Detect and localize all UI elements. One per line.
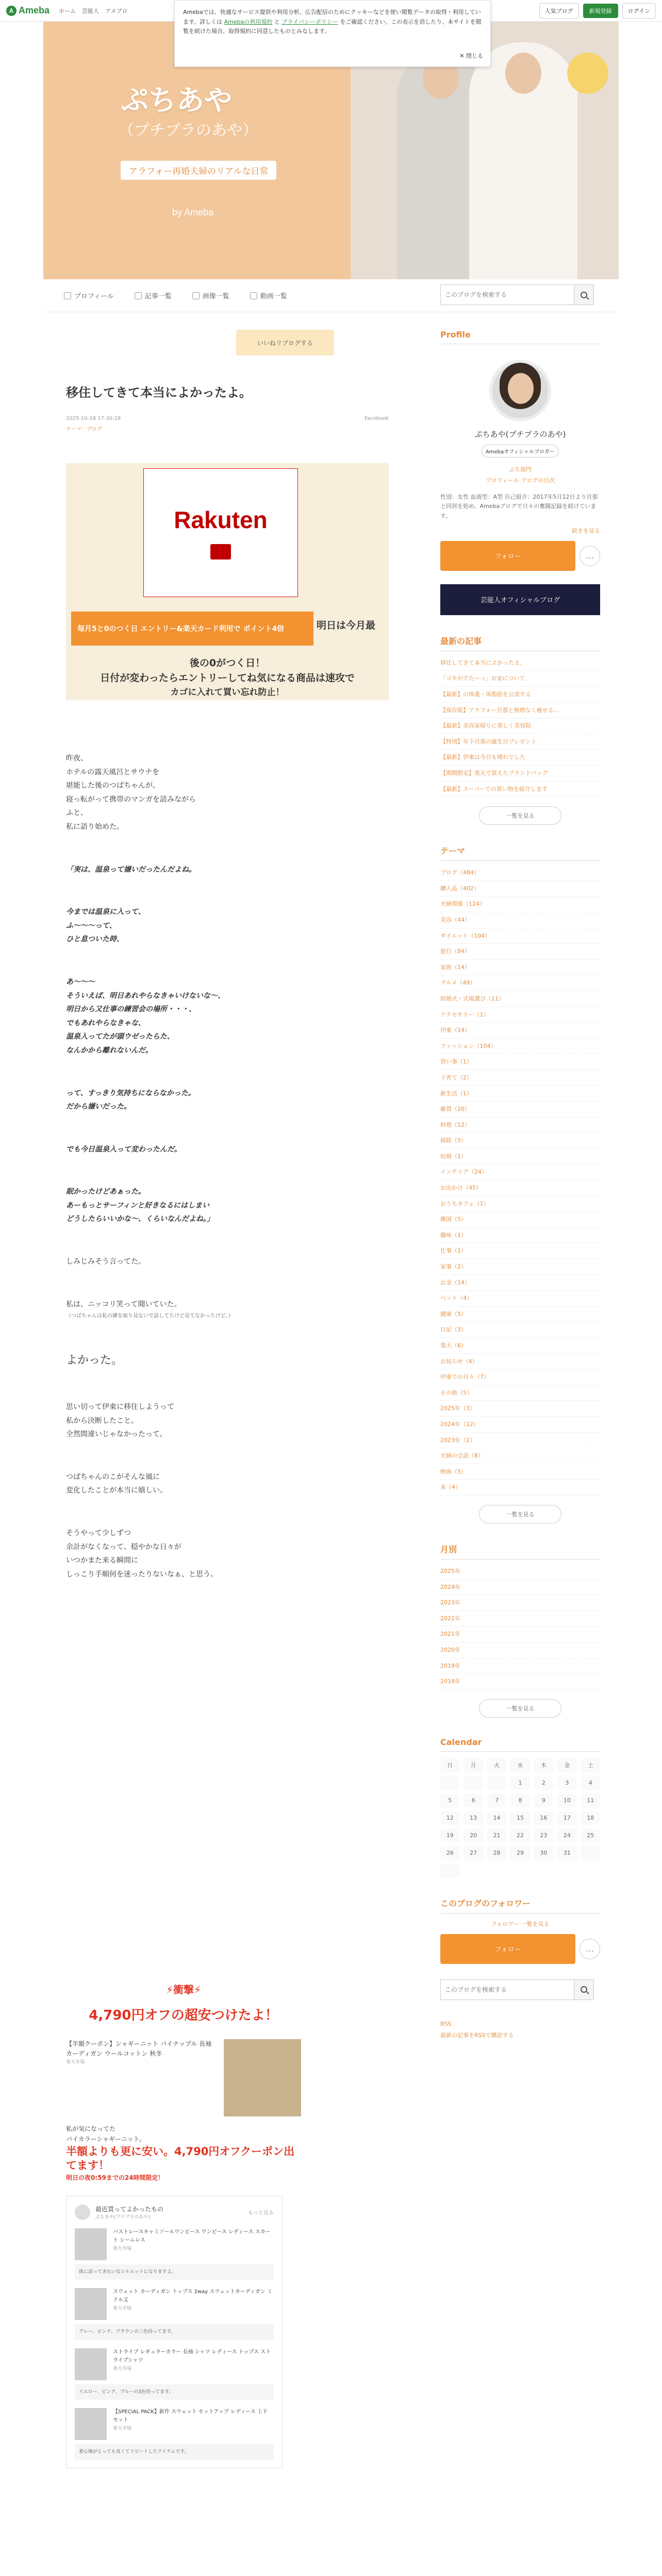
blog-ameba-label: by Ameba bbox=[172, 207, 214, 217]
ad-points-band: 毎月5と0のつく日 エントリー&楽天カード利用で ポイント4倍 bbox=[71, 612, 313, 646]
popular-item-shop: 楽天市場 bbox=[113, 2366, 132, 2371]
ad-line-3: カゴに入れて買い忘れ防止！ bbox=[170, 687, 285, 698]
theme-item[interactable]: お金（14） bbox=[440, 1275, 600, 1291]
month-item[interactable]: 2025年 bbox=[440, 1564, 600, 1580]
calendar-day[interactable]: 30 bbox=[534, 1846, 553, 1860]
calendar-day[interactable]: 27 bbox=[464, 1846, 483, 1860]
calendar-grid bbox=[440, 1759, 600, 1877]
profile-heading: Profile bbox=[440, 330, 600, 344]
calendar-day[interactable]: 10 bbox=[557, 1794, 576, 1807]
promo-body bbox=[66, 2124, 301, 2183]
calendar-day[interactable]: 14 bbox=[487, 1811, 506, 1825]
calendar-heading: Calendar bbox=[440, 1737, 600, 1752]
calendar-day[interactable]: 28 bbox=[487, 1846, 506, 1860]
calendar-day[interactable]: 12 bbox=[440, 1811, 459, 1825]
theme-item[interactable]: 家族（14） bbox=[440, 960, 600, 976]
theme-item[interactable]: お知らせ（4） bbox=[440, 1354, 600, 1370]
top-link-home[interactable]: ホーム bbox=[59, 7, 76, 14]
calendar-day[interactable]: 31 bbox=[557, 1846, 576, 1860]
nav-profile[interactable] bbox=[64, 291, 114, 300]
popular-subtitle: ぷちあや(プチプラのあや) bbox=[95, 2214, 151, 2220]
theme-item[interactable]: 料理（12） bbox=[440, 1117, 600, 1133]
theme-item[interactable]: 2023年（2） bbox=[440, 1433, 600, 1449]
follow-label: フォロー bbox=[494, 553, 521, 561]
calendar-day[interactable] bbox=[440, 1864, 459, 1877]
article-column bbox=[66, 330, 389, 1581]
nav-images-label: 画像一覧 bbox=[202, 293, 229, 300]
theme-item[interactable]: 家事（2） bbox=[440, 1259, 600, 1275]
quote-line: なんかから離れないんだ。 bbox=[66, 1046, 153, 1055]
avatar-face bbox=[508, 373, 534, 404]
share-facebook[interactable]: Facebook bbox=[365, 416, 389, 421]
theme-item[interactable]: アクセサリー（1） bbox=[440, 1007, 600, 1023]
month-heading: 月別 bbox=[440, 1543, 600, 1560]
body-line: ホテルの露天風呂とサウナを bbox=[66, 768, 160, 776]
popular-item[interactable] bbox=[75, 2228, 274, 2260]
month-item[interactable]: 2020年 bbox=[440, 1642, 600, 1658]
popular-blog-button[interactable]: 人気ブログ bbox=[539, 3, 579, 19]
calendar-day[interactable]: 18 bbox=[581, 1811, 600, 1825]
body-line: 昨夜、 bbox=[66, 754, 88, 762]
reblog-top-button[interactable] bbox=[236, 330, 334, 355]
follow-row-2 bbox=[440, 1934, 600, 1964]
cookie-notice bbox=[174, 0, 491, 67]
profile-name[interactable]: ぷちあや(プチプラのあや) bbox=[474, 430, 566, 439]
theme-item[interactable]: ブログ（484） bbox=[440, 865, 600, 881]
popular-item-shop: 楽天市場 bbox=[113, 2306, 132, 2312]
calendar-day[interactable]: 24 bbox=[557, 1829, 576, 1842]
quote-line: あ〜〜〜 bbox=[66, 977, 95, 986]
cart-icon bbox=[210, 544, 231, 560]
popular-item[interactable] bbox=[75, 2348, 274, 2380]
promo-product-text bbox=[66, 2039, 217, 2116]
sidebar-search bbox=[440, 1979, 594, 2000]
body-line: しみじみそう言ってた。 bbox=[66, 1258, 145, 1266]
month-list bbox=[440, 1564, 600, 1690]
body-line: 思い切って伊東に移住しようって bbox=[66, 1403, 174, 1412]
latest-more-button[interactable]: 一覧を見る bbox=[479, 806, 561, 825]
theme-heading: テーマ bbox=[440, 844, 600, 861]
latest-item[interactable]: 【最新】伊東は今日も晴れでした bbox=[440, 750, 600, 766]
popular-head bbox=[75, 2205, 274, 2220]
quote-line: 眠かったけどあぁった。 bbox=[66, 1188, 145, 1196]
theme-value: ブログ bbox=[87, 427, 102, 432]
entry-title[interactable]: 移住してきて本当によかったよ。 bbox=[66, 385, 252, 400]
theme-item[interactable]: 結婚式・式場選び（11） bbox=[440, 991, 600, 1007]
theme-item[interactable]: おうちカフェ（1） bbox=[440, 1196, 600, 1212]
quote-line: 温泉入ってたが頭ウゼったらた、 bbox=[66, 1032, 174, 1041]
calendar-day[interactable]: 26 bbox=[440, 1846, 459, 1860]
cookie-text-and: と bbox=[274, 18, 280, 25]
entry-theme[interactable] bbox=[66, 425, 389, 432]
calendar-day[interactable] bbox=[487, 1776, 506, 1790]
follow-label-2: フォロー bbox=[494, 1946, 521, 1954]
article-icon bbox=[135, 292, 142, 299]
nav-articles[interactable] bbox=[135, 291, 172, 300]
theme-item[interactable]: 雑貨（20） bbox=[440, 1101, 600, 1117]
body-emphasis: よかった。 bbox=[66, 1354, 123, 1367]
month-more-button[interactable]: 一覧を見る bbox=[479, 1699, 561, 1718]
popular-item[interactable] bbox=[75, 2408, 274, 2440]
theme-item[interactable]: ファッション（104） bbox=[440, 1039, 600, 1055]
profile-tags bbox=[440, 465, 600, 486]
theme-item[interactable]: 仕事（1） bbox=[440, 1243, 600, 1259]
rss-links bbox=[440, 2019, 600, 2041]
theme-item[interactable]: 美容（44） bbox=[440, 912, 600, 928]
theme-item[interactable]: 映画（5） bbox=[440, 1464, 600, 1480]
more-icon[interactable]: … bbox=[580, 546, 600, 566]
theme-item[interactable]: 夫婦の会話（8） bbox=[440, 1448, 600, 1464]
privacy-link[interactable]: プライバシーポリシー bbox=[282, 18, 338, 25]
popular-item-title[interactable]: ストライプ レギュラーカラー 長袖 シャツ レディース トップス ストライプシャツ bbox=[113, 2349, 271, 2363]
body-line: ふと、 bbox=[66, 809, 88, 818]
top-link-ameblo[interactable]: アメブロ bbox=[105, 7, 128, 14]
month-item[interactable]: 2023年 bbox=[440, 1595, 600, 1611]
calendar-day[interactable]: 20 bbox=[464, 1829, 483, 1842]
theme-item[interactable]: ダイエット（104） bbox=[440, 928, 600, 944]
sidebar bbox=[440, 330, 600, 2041]
body-line: つばちゃんのこがそんな風に bbox=[66, 1472, 160, 1481]
popular-head-text bbox=[95, 2205, 163, 2220]
calendar-weekday: 月 bbox=[464, 1759, 483, 1772]
theme-item[interactable]: 2025年（3） bbox=[440, 1401, 600, 1417]
calendar-day[interactable]: 16 bbox=[534, 1811, 553, 1825]
calendar-day[interactable]: 6 bbox=[464, 1794, 483, 1807]
bride-face bbox=[505, 53, 541, 94]
more-icon-2[interactable]: … bbox=[580, 1939, 600, 1959]
calendar-day[interactable]: 25 bbox=[581, 1829, 600, 1842]
quote-line: 「実は、温泉って嫌いだったんだよね。 bbox=[66, 865, 196, 874]
body-line: 私に語り始めた。 bbox=[66, 822, 124, 831]
body-note: （つばちゃんは私の隣を取り見ないで話してたけど見てなかったけど、） bbox=[66, 1313, 234, 1319]
body-line: しっこり手順何を迷ったりないなぁ、と思う。 bbox=[66, 1570, 218, 1579]
promo-top: ⚡衝撃⚡ bbox=[166, 1984, 202, 1996]
calendar-weekday: 金 bbox=[557, 1759, 576, 1772]
popular-item[interactable] bbox=[75, 2288, 274, 2320]
calendar-day[interactable]: 7 bbox=[487, 1794, 506, 1807]
popular-item-note: グレー、ピンク、ブラウンの三色持ってます。 bbox=[75, 2324, 274, 2340]
promo-product-title[interactable]: 【半額クーポン】シャギーニット パイナップル 長袖 カーディガン ウールコットン 秋冬 bbox=[66, 2040, 212, 2058]
quote-line: どうしたらいいかな〜、くらいなんだよね。」 bbox=[66, 1215, 214, 1224]
calendar-day[interactable]: 13 bbox=[464, 1811, 483, 1825]
blog-search bbox=[440, 284, 594, 305]
followers-link[interactable]: フォロワー 一覧を見る bbox=[491, 1920, 550, 1927]
rss-subscribe-link[interactable]: 最新の記事をRSSで購読する bbox=[440, 2031, 514, 2039]
blog-search-input[interactable] bbox=[441, 285, 574, 304]
calendar-day[interactable]: 9 bbox=[534, 1794, 553, 1807]
theme-item[interactable]: 旅行（84） bbox=[440, 944, 600, 960]
latest-item[interactable]: 「ゴキがでたーっ」お家について bbox=[440, 671, 600, 687]
ameba-logo[interactable]: A Ameba bbox=[6, 5, 49, 16]
profile-tag[interactable]: ぷち部門 bbox=[509, 466, 532, 473]
promo-price: 4,790円オフの超安つけたよ！ bbox=[89, 2008, 278, 2023]
latest-item[interactable]: 【特別】年下旦那の誕生日プレゼント bbox=[440, 734, 600, 750]
profile-tag[interactable]: プロフィール ブログの目次 bbox=[485, 477, 555, 484]
calendar-day[interactable]: 23 bbox=[534, 1829, 553, 1842]
calendar-weekday: 木 bbox=[534, 1759, 553, 1772]
body-line: 変化したことが本当に嬉しい。 bbox=[66, 1486, 167, 1495]
promo-product[interactable] bbox=[66, 2039, 301, 2116]
follow-button-2[interactable] bbox=[440, 1934, 575, 1964]
promo-body-line: バイカラーシャギーニット。 bbox=[66, 2136, 145, 2143]
top-links bbox=[59, 7, 127, 15]
quote-line: そういえば、明日あれやらなきゃいけないな〜、 bbox=[66, 991, 225, 1000]
month-item[interactable]: 2018年 bbox=[440, 1674, 600, 1690]
calendar-day[interactable]: 11 bbox=[581, 1794, 600, 1807]
calendar-day[interactable] bbox=[581, 1846, 600, 1860]
latest-list bbox=[440, 655, 600, 797]
quote-line: 明日から又仕事の練習会の場所・・・、 bbox=[66, 1005, 196, 1014]
popular-item-note: 着心地がとっても良くてリピートしたアイテムです。 bbox=[75, 2444, 274, 2460]
theme-item[interactable]: グルメ（49） bbox=[440, 975, 600, 991]
top-link-celebrity[interactable]: 芸能人 bbox=[82, 7, 100, 14]
nav-videos-label: 動画一覧 bbox=[260, 293, 287, 300]
body-line: 全然間違いじゃなかったって。 bbox=[66, 1430, 167, 1439]
profile-icon bbox=[64, 292, 71, 299]
calendar-weekday: 日 bbox=[440, 1759, 459, 1772]
theme-item[interactable]: 購入品（402） bbox=[440, 881, 600, 897]
search-icon bbox=[581, 292, 587, 298]
body-line: 寝っ転がって携帯のマンガを読みながら bbox=[66, 795, 196, 804]
search-icon bbox=[581, 1986, 587, 1993]
body-line: 余計がなくなって、穏やかな日々が bbox=[66, 1543, 181, 1551]
calendar-day[interactable]: 17 bbox=[557, 1811, 576, 1825]
entry-meta bbox=[66, 416, 389, 421]
promo-deadline: 明日の夜0:59までの24時間限定！ bbox=[66, 2174, 164, 2182]
quote-line: って、すっきり気持ちにならなかった。 bbox=[66, 1089, 195, 1097]
theme-item[interactable]: 2024年（12） bbox=[440, 1417, 600, 1433]
blog-tagline: アラフォー再婚夫婦のリアルな日常 bbox=[121, 161, 276, 180]
rakuten-ad[interactable] bbox=[66, 463, 389, 700]
bouquet bbox=[567, 53, 608, 94]
blog-title: ぷちあや bbox=[121, 83, 232, 116]
sidebar-search-input[interactable] bbox=[441, 1980, 574, 1999]
theme-item[interactable]: 掃除（5） bbox=[440, 1133, 600, 1149]
popular-item-image[interactable] bbox=[75, 2288, 107, 2320]
quote-line: あーもっとサーフィンと好きなるにはしまい bbox=[66, 1201, 210, 1210]
ameba-logo-icon: A bbox=[6, 6, 16, 16]
theme-item[interactable]: 夫婦関係（124） bbox=[440, 896, 600, 912]
calendar-weekday: 土 bbox=[581, 1759, 600, 1772]
popular-item-text bbox=[113, 2288, 274, 2320]
theme-item[interactable]: その他（5） bbox=[440, 1385, 600, 1401]
terms-link[interactable]: Amebaの利用規約 bbox=[224, 18, 273, 25]
theme-item[interactable]: 日記（3） bbox=[440, 1322, 600, 1338]
theme-item[interactable]: 韓国（5） bbox=[440, 1212, 600, 1228]
latest-item[interactable]: 【最新】スーパーでの買い物を紹介します bbox=[440, 782, 600, 798]
rss-link[interactable]: RSS bbox=[440, 2020, 452, 2027]
month-item[interactable]: 2019年 bbox=[440, 1658, 600, 1674]
latest-section bbox=[440, 635, 600, 825]
popular-items-list bbox=[75, 2228, 274, 2460]
theme-item[interactable]: 健康（5） bbox=[440, 1307, 600, 1323]
theme-label: テーマ： bbox=[66, 427, 87, 432]
popular-item-image[interactable] bbox=[75, 2348, 107, 2380]
theme-item[interactable]: 趣味（1） bbox=[440, 1228, 600, 1244]
register-button[interactable]: 新規登録 bbox=[583, 4, 618, 18]
latest-item[interactable]: 【保存版】アラフォー旦那と無理なく痩せる... bbox=[440, 703, 600, 719]
reblog-top-label: いいねリブログする bbox=[257, 339, 313, 347]
promo-product-image[interactable] bbox=[224, 2039, 301, 2116]
promo-product-shop: 楽天市場 bbox=[66, 2060, 85, 2065]
calendar-weekday: 火 bbox=[487, 1759, 506, 1772]
cookie-text-2: をご確認ください。この表示を消したり、本サイトを閲覧を続けた場合、取得規約に同意したものとみなします。 bbox=[183, 18, 482, 35]
body-line: 私は、ニッコリ笑って聞いていた。 bbox=[66, 1300, 181, 1309]
theme-item[interactable]: 収納（1） bbox=[440, 1149, 600, 1165]
calendar-day[interactable]: 19 bbox=[440, 1829, 459, 1842]
rakuten-logo: Rakuten bbox=[174, 506, 268, 533]
cookie-close-button[interactable]: ✕ 閉じる bbox=[459, 53, 483, 60]
followers-heading: このブログのフォロワー bbox=[440, 1897, 600, 1913]
month-section bbox=[440, 1543, 600, 1718]
entry-date: 2025-10-28 17:30:28 bbox=[66, 416, 121, 421]
body-line: 堪能した後のつばちゃんが、 bbox=[66, 782, 160, 790]
top-right-actions bbox=[539, 3, 656, 19]
quote-line: ひと息ついた時、 bbox=[66, 935, 124, 944]
nav-videos[interactable] bbox=[250, 291, 287, 300]
popular-item-text bbox=[113, 2408, 274, 2440]
theme-item[interactable]: 本（4） bbox=[440, 1480, 600, 1496]
calendar-section bbox=[440, 1737, 600, 1877]
popular-item-shop: 楽天市場 bbox=[113, 2246, 132, 2251]
theme-item[interactable]: 伊東（14） bbox=[440, 1023, 600, 1039]
calendar-weekday: 水 bbox=[510, 1759, 529, 1772]
nav-profile-label: プロフィール bbox=[74, 293, 114, 300]
entry-body bbox=[66, 752, 389, 1581]
popular-item-note: 体に添ってきれいなシルエットになりますよ。 bbox=[75, 2264, 274, 2280]
popular-item-note: イエロー、ピンク、ブルーの3色持ってます。 bbox=[75, 2384, 274, 2400]
quote-line: でもあれやらなきゃな、 bbox=[66, 1019, 145, 1027]
latest-item[interactable]: 移住してきて本当によかったよ。 bbox=[440, 655, 600, 671]
image-icon bbox=[192, 292, 200, 299]
follow-button[interactable] bbox=[440, 541, 575, 571]
promo-discount: 半額よりも更に安い。4,790円オフクーポン出てます！ bbox=[66, 2145, 295, 2172]
theme-more-button[interactable]: 一覧を見る bbox=[479, 1505, 561, 1523]
popular-title: 最近買ってよかったもの bbox=[95, 2205, 164, 2213]
theme-item[interactable]: 子育て（2） bbox=[440, 1070, 600, 1086]
search-button[interactable] bbox=[574, 285, 593, 304]
theme-item[interactable]: ペット（4） bbox=[440, 1291, 600, 1307]
calendar-day[interactable]: 15 bbox=[510, 1811, 529, 1825]
calendar-day[interactable]: 5 bbox=[440, 1794, 459, 1807]
official-badge: Amebaオフィシャルブロガー bbox=[482, 445, 559, 457]
popular-item-title[interactable]: バストレースキャミソールワンピース ワンピース レディース スカート シームレス bbox=[113, 2229, 271, 2243]
calendar-day[interactable] bbox=[440, 1776, 459, 1790]
calendar-day[interactable]: 1 bbox=[510, 1776, 529, 1790]
month-item[interactable]: 2021年 bbox=[440, 1626, 600, 1642]
video-icon bbox=[250, 292, 257, 299]
quote-line: ふ〜〜〜って、 bbox=[66, 921, 117, 930]
latest-heading: 最新の記事 bbox=[440, 635, 600, 651]
promo-body-line: 私が気になってた bbox=[66, 2125, 116, 2132]
profile-description: 性別：女性 血液型：A型 自己紹介：2017年5月12日より旦那と同居を始め、Amebaブログで日々の奮闘記録を続けています。 bbox=[440, 493, 598, 520]
ad-line-1: 後の0がつく日！ bbox=[189, 657, 266, 669]
body-line: 私から決断したこと。 bbox=[66, 1416, 138, 1425]
calendar-day[interactable]: 4 bbox=[581, 1776, 600, 1790]
month-item[interactable]: 2024年 bbox=[440, 1580, 600, 1596]
login-button[interactable]: ログイン bbox=[622, 3, 656, 19]
calendar-day[interactable] bbox=[464, 1776, 483, 1790]
blog-subtitle: （プチプラのあや） bbox=[119, 122, 258, 140]
nav-images[interactable] bbox=[192, 291, 229, 300]
calendar-day[interactable]: 3 bbox=[557, 1776, 576, 1790]
calendar-day[interactable]: 2 bbox=[534, 1776, 553, 1790]
popular-item-image[interactable] bbox=[75, 2408, 107, 2440]
theme-item[interactable]: 習い事（1） bbox=[440, 1054, 600, 1070]
theme-item[interactable]: 楽天（6） bbox=[440, 1338, 600, 1354]
calendar-day[interactable]: 22 bbox=[510, 1829, 529, 1842]
quote-line: でも今日温泉入って変わったんだ。 bbox=[66, 1145, 181, 1154]
latest-item[interactable]: 【最新】美容室帰りに楽しく美容院 bbox=[440, 718, 600, 734]
sidebar-search-button[interactable] bbox=[574, 1980, 593, 1999]
profile-avatar[interactable] bbox=[489, 360, 551, 421]
theme-item[interactable]: インテリア（24） bbox=[440, 1164, 600, 1180]
popular-item-text bbox=[113, 2228, 274, 2260]
popular-item-text bbox=[113, 2348, 274, 2380]
popular-item-image[interactable] bbox=[75, 2228, 107, 2260]
month-item[interactable]: 2022年 bbox=[440, 1611, 600, 1627]
cookie-text: Amebaでは、快適なサービス提供や利用分析、広告配信のためにクッキーなどを使い閲覧データの取得・利用しています。詳しくは bbox=[183, 9, 481, 25]
theme-item[interactable]: 伊東での日々（7） bbox=[440, 1369, 600, 1385]
body-line: そうやって少しずつ bbox=[66, 1529, 131, 1538]
quote-line: 今までは温泉に入って、 bbox=[66, 908, 145, 917]
follow-row bbox=[440, 541, 600, 571]
body-line: いつかまた来る瞬間に bbox=[66, 1556, 138, 1565]
latest-item[interactable]: 【最新】の体重・体脂肪を公表する bbox=[440, 687, 600, 703]
calendar-day[interactable]: 29 bbox=[510, 1846, 529, 1860]
ad-line-2: 日付が変わったらエントリーしてね気になる商品は速攻で bbox=[100, 672, 355, 684]
profile-readmore[interactable]: 続きを見る bbox=[572, 527, 600, 534]
popular-item-title[interactable]: 【SPECIAL PACK】新作 スウェット セットアップ レディース 上下 セット bbox=[113, 2409, 268, 2423]
latest-item[interactable]: 【期間限定】楽天で買えたブランドバッグ bbox=[440, 766, 600, 782]
rakuten-logo-box bbox=[143, 468, 298, 597]
theme-section bbox=[440, 844, 600, 1523]
theme-item[interactable]: 新生活（1） bbox=[440, 1086, 600, 1102]
theme-item[interactable]: お出かけ（45） bbox=[440, 1180, 600, 1196]
quote-line: だから嫌いだった。 bbox=[66, 1103, 131, 1111]
cookie-close-label: 閉じる bbox=[466, 53, 483, 60]
official-blog-banner[interactable]: 芸能人オフィシャルブログ bbox=[440, 584, 600, 615]
calendar-day[interactable]: 21 bbox=[487, 1829, 506, 1842]
popular-items-card bbox=[66, 2196, 283, 2469]
ad-band-right: 明日は今月最 bbox=[317, 620, 376, 631]
popular-item-shop: 楽天市場 bbox=[113, 2426, 132, 2431]
theme-list bbox=[440, 865, 600, 1496]
calendar-day[interactable]: 8 bbox=[510, 1794, 529, 1807]
nav-articles-label: 記事一覧 bbox=[144, 293, 172, 300]
promo-section bbox=[66, 1981, 301, 2468]
popular-item-title[interactable]: スウェット カーディガン トップス 2way スウェットカーディガン ミドル丈 bbox=[113, 2289, 273, 2303]
popular-avatar bbox=[75, 2205, 90, 2220]
followers-section bbox=[440, 1897, 600, 1964]
popular-more-link[interactable]: もっと見る bbox=[248, 2210, 274, 2216]
